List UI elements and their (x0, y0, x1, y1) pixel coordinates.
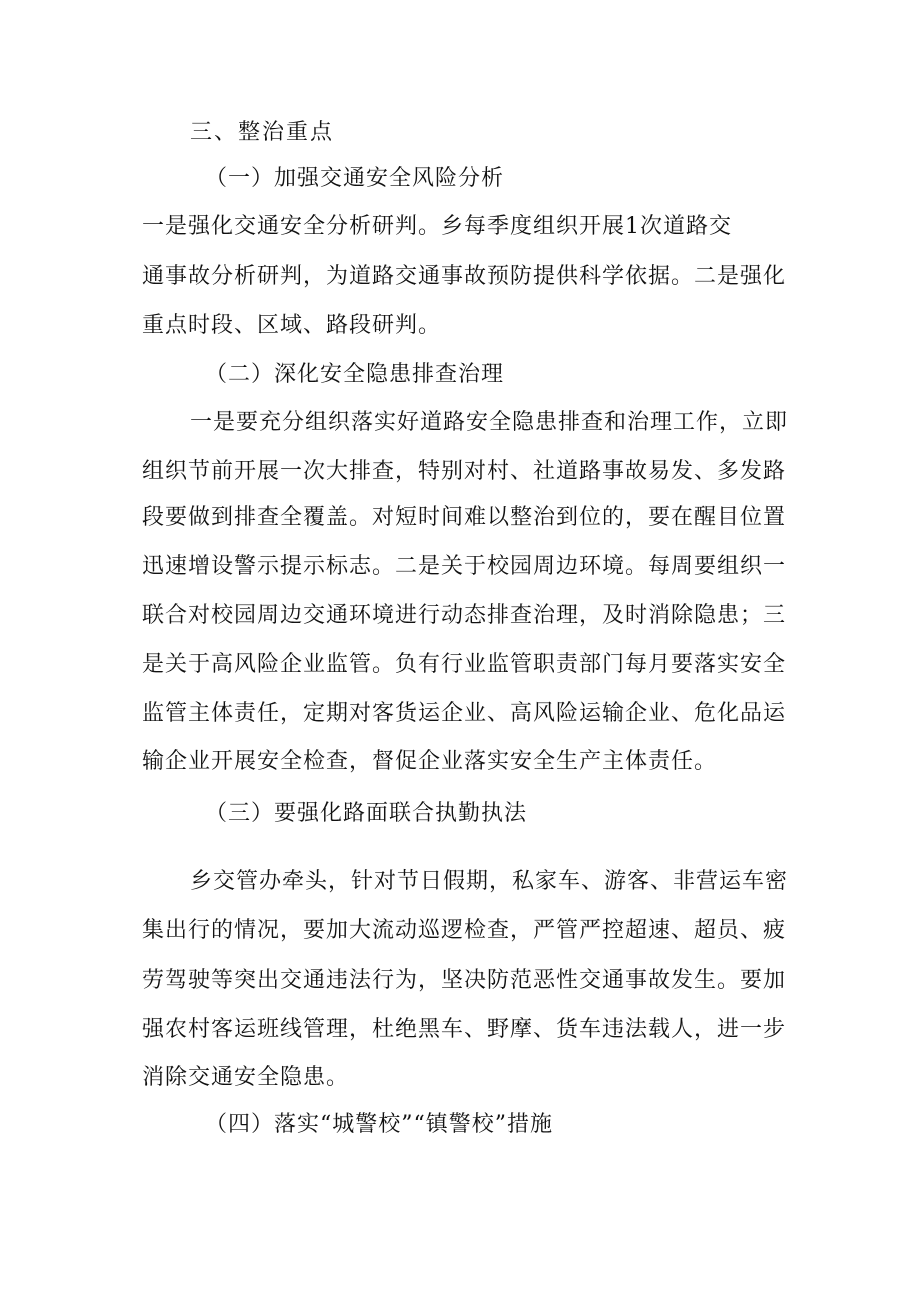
paragraph-line: 消除交通安全隐患。 (142, 1065, 350, 1090)
paragraph-line: 联合对校园周边交通环境进行动态排查治理，及时消除隐患；三 (142, 603, 787, 628)
paragraph-line: 通事故分析研判，为道路交通事故预防提供科学依据。二是强化 (142, 264, 787, 289)
paragraph-line: 输企业开展安全检查，督促企业落实安全生产主体责任。 (142, 749, 718, 774)
subsection-heading-1: （一）加强交通安全风险分析 (205, 166, 505, 191)
paragraph-line: 一是强化交通安全分析研判。乡每季度组织开展1次道路交 (142, 214, 732, 239)
section-title: 三、整治重点 (190, 120, 335, 145)
paragraph-line: 一是要充分组织落实好道路安全隐患排查和治理工作，立即 (190, 410, 789, 435)
paragraph-line: 乡交管办牵头，针对节日假期，私家车、游客、非营运车密 (190, 869, 789, 894)
paragraph-line: 迅速增设警示提示标志。二是关于校园周边环境。每周要组织一 (142, 554, 787, 579)
subsection-heading-2: （二）深化安全隐患排查治理 (205, 362, 505, 387)
paragraph-line: 重点时段、区域、路段研判。 (142, 313, 442, 338)
paragraph-line: 监管主体责任，定期对客货运企业、高风险运输企业、危化品运 (142, 701, 787, 726)
paragraph-line: 强农村客运班线管理，杜绝黑车、野摩、货车违法载人，进一步 (142, 1017, 787, 1042)
paragraph-line: 段要做到排查全覆盖。对短时间难以整治到位的，要在醒目位置 (142, 505, 787, 530)
paragraph-line: 集出行的情况，要加大流动巡逻检查，严管严控超速、超员、疲 (142, 918, 787, 943)
paragraph-line: 组织节前开展一次大排查，特别对村、社道路事故易发、多发路 (142, 459, 787, 484)
subsection-heading-3: （三）要强化路面联合执勤执法 (205, 801, 528, 826)
paragraph-line: 是关于高风险企业监管。负有行业监管职责部门每月要落实安全 (142, 652, 787, 677)
subsection-heading-4: （四）落实“城警校”“镇警校”措施 (205, 1112, 553, 1137)
paragraph-line: 劳驾驶等突出交通违法行为，坚决防范恶性交通事故发生。要加 (142, 968, 787, 993)
